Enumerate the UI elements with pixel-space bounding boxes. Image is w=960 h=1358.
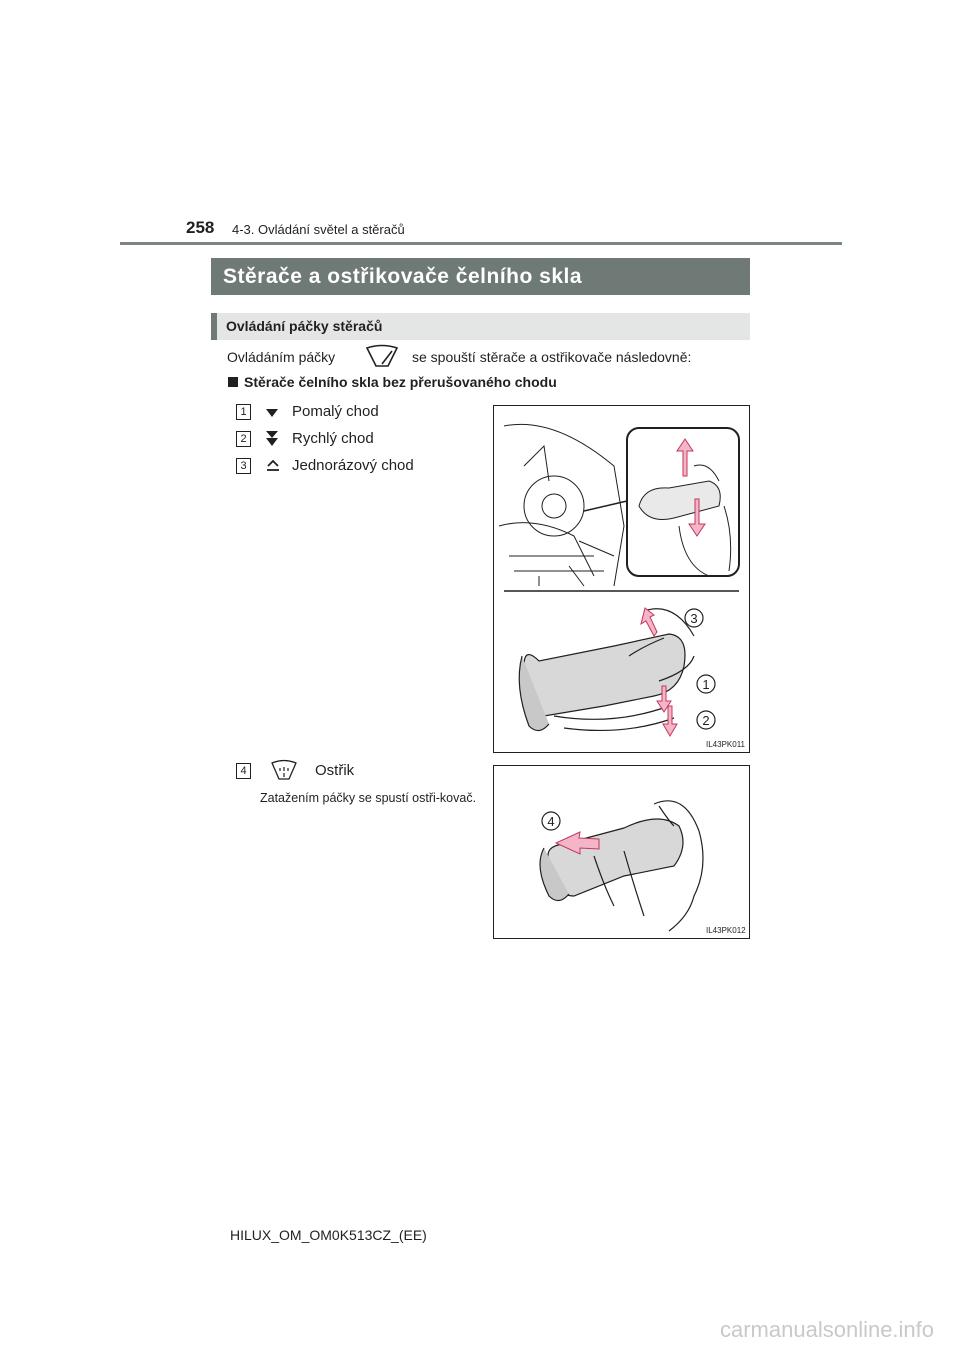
page-number: 258 bbox=[186, 218, 215, 237]
intro-text-before: Ovládáním páčky bbox=[227, 349, 336, 365]
wiper-lever-illustration bbox=[494, 406, 749, 752]
header-divider bbox=[120, 242, 842, 245]
mode-number-4: 4 bbox=[236, 763, 251, 779]
sub-heading: Ovládání páčky stěračů bbox=[211, 313, 750, 340]
double-down-arrow-icon bbox=[265, 430, 279, 447]
callout-2: 2 bbox=[702, 713, 710, 728]
main-heading: Stěrače a ostřikovače čelního skla bbox=[211, 258, 750, 295]
washer-lever-illustration bbox=[494, 766, 749, 938]
figure-code: IL43PK012 bbox=[706, 926, 746, 935]
up-chevron-icon bbox=[266, 460, 280, 472]
figure-wiper-lever-positions bbox=[493, 405, 750, 753]
callout-1: 1 bbox=[702, 677, 710, 692]
mode-label-1: Pomalý chod bbox=[292, 403, 379, 420]
footer-document-code: HILUX_OM_OM0K513CZ_(EE) bbox=[230, 1227, 427, 1243]
washer-label: Ostřik bbox=[315, 762, 355, 779]
watermark: carmanualsonline.info bbox=[720, 1317, 935, 1342]
single-down-arrow-icon bbox=[265, 406, 279, 418]
section-title: 4-3. Ovládání světel a stěračů bbox=[232, 222, 405, 237]
mode-number-1: 1 bbox=[236, 404, 251, 420]
subsection-bullet bbox=[228, 377, 238, 387]
mode-label-2: Rychlý chod bbox=[292, 430, 374, 447]
callout-4: 4 bbox=[547, 814, 555, 829]
figure-code: IL43PK011 bbox=[706, 740, 745, 749]
wiper-icon bbox=[365, 344, 399, 368]
subsection-title: Stěrače čelního skla bez přerušovaného chodu bbox=[244, 374, 557, 390]
washer-note: Zatažením páčky se spustí ostři-kovač. bbox=[260, 791, 477, 805]
washer-icon bbox=[270, 759, 298, 781]
mode-label-3: Jednorázový chod bbox=[292, 457, 414, 474]
figure-washer-pull bbox=[493, 765, 750, 939]
intro-text-after: se spouští stěrače a ostřikovače následovně: bbox=[412, 349, 692, 365]
mode-number-3: 3 bbox=[236, 458, 251, 474]
callout-3: 3 bbox=[690, 611, 698, 626]
mode-number-2: 2 bbox=[236, 431, 251, 447]
